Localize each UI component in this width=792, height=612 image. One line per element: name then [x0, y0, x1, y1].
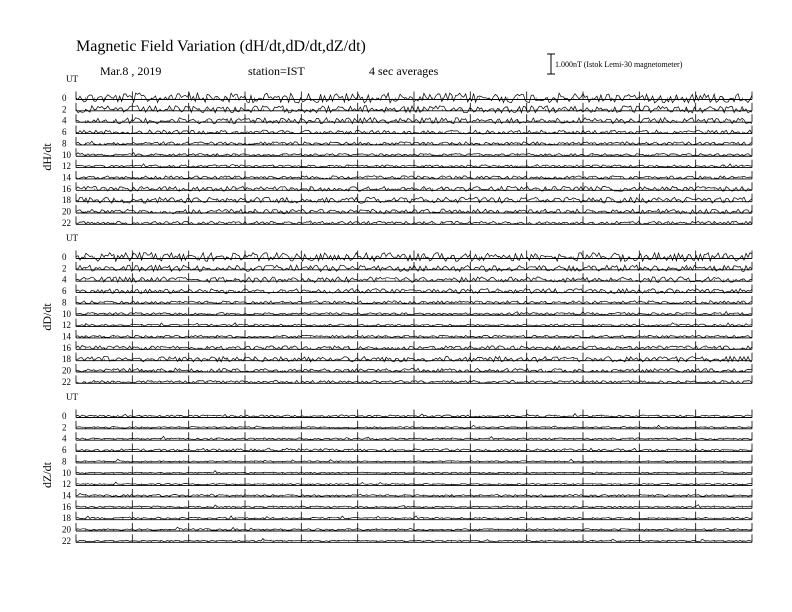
hour-label: 22 [62, 217, 71, 228]
hour-label: 12 [62, 320, 71, 331]
hour-label: 8 [62, 297, 67, 308]
hour-label: 16 [62, 342, 71, 353]
hour-label: 14 [62, 172, 71, 183]
hour-label: 14 [62, 331, 71, 342]
hour-label: 10 [62, 308, 71, 319]
hour-label: 6 [62, 127, 67, 138]
station-label: station=IST [248, 64, 305, 78]
date-label: Mar.8 , 2019 [100, 64, 162, 78]
hour-label: 10 [62, 467, 71, 478]
hour-label: 12 [62, 479, 71, 490]
hour-label: 18 [62, 354, 71, 365]
hour-label: 6 [62, 445, 67, 456]
ut-axis-label: UT [66, 392, 78, 402]
ut-axis-label: UT [66, 233, 78, 243]
hour-label: 20 [62, 365, 71, 376]
hour-label: 18 [62, 513, 71, 524]
hour-label: 14 [62, 490, 71, 501]
scale-bar-label: 1.000nT (Istok Lemi-30 magnetometer) [555, 60, 683, 69]
hour-label: 0 [62, 411, 67, 421]
hour-label: 4 [62, 274, 67, 285]
scale-bar [547, 54, 555, 74]
hour-label: 2 [62, 422, 67, 433]
hour-label: 2 [62, 263, 67, 274]
hour-label: 22 [62, 535, 71, 546]
hour-label: 6 [62, 286, 67, 297]
ut-axis-label: UT [66, 74, 78, 84]
hour-label: 20 [62, 206, 71, 217]
hour-label: 12 [62, 161, 71, 172]
panel-ylabel: dZ/dt [40, 462, 54, 488]
hour-label: 0 [62, 93, 67, 103]
hour-label: 20 [62, 524, 71, 535]
hour-label: 4 [62, 433, 67, 444]
hour-label: 2 [62, 104, 67, 115]
hour-label: 16 [62, 501, 71, 512]
hour-label: 16 [62, 183, 71, 194]
chart-title: Magnetic Field Variation (dH/dt,dD/dt,dZ/dt) [76, 38, 366, 55]
hour-label: 0 [62, 252, 67, 262]
averaging-label: 4 sec averages [369, 64, 439, 78]
hour-label: 10 [62, 149, 71, 160]
panel-ylabel: dD/dt [40, 303, 54, 331]
panel-ylabel: dH/dt [40, 143, 54, 171]
hour-label: 18 [62, 195, 71, 206]
hour-label: 22 [62, 376, 71, 387]
hour-label: 8 [62, 456, 67, 467]
hour-label: 8 [62, 138, 67, 149]
hour-label: 4 [62, 115, 67, 126]
